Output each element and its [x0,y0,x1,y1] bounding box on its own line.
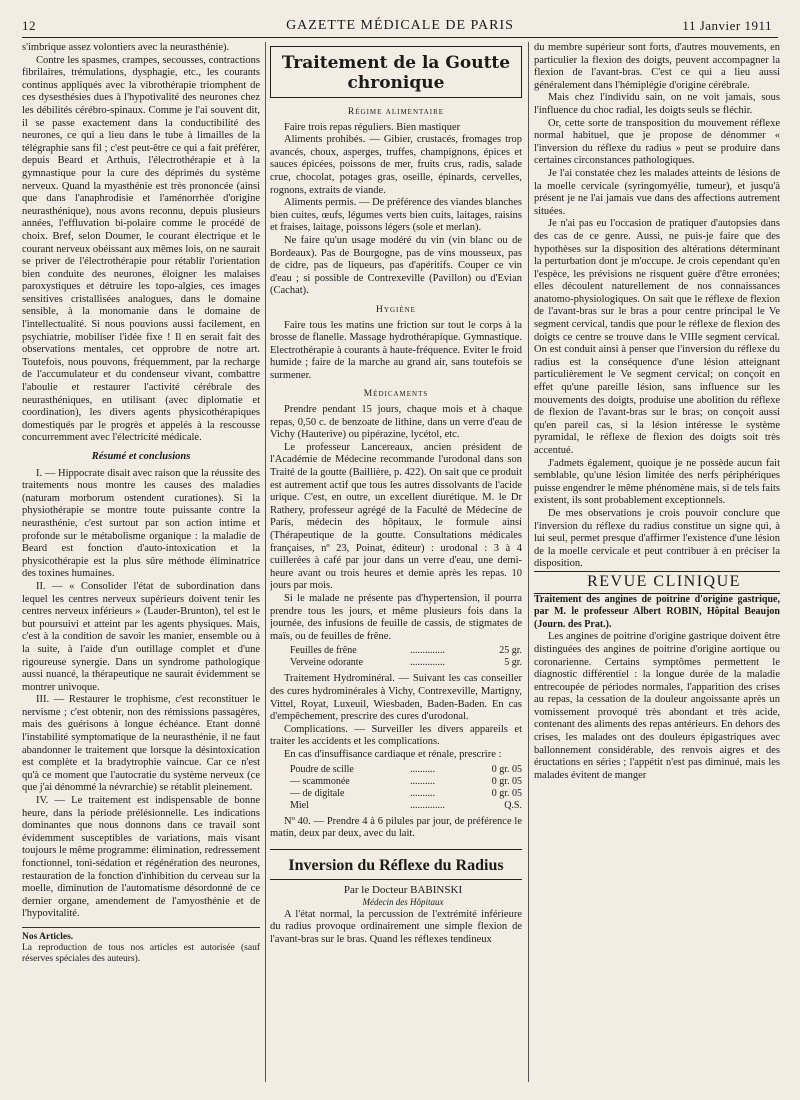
recipe-line: — de digitale .......... 0 gr. 05 [290,787,522,799]
paragraph: Faire tous les matins une friction sur tout le corps à la brosse de flanelle. Massage hydrothérapique. Gymnastique. Electrothérapie à courants à haute-fréquence. Eviter le froid humide ; faire de la marche au grand air, sans toutefois se surmener. [270,319,522,381]
paragraph: Je n'ai pas eu l'occasion de pratiquer d'autopsies dans des cas de ce genre. Aussi, ne puis-je faire que des hypothèses sur la disposition des altérations déterminant la perturbation dont je m'occupe. Je crois cependant qu'en l'espèce, les prévisions ne risquent guère d'être erronées; elles découlent naturellement de nos connaissances anatomo-physiologiques. On sait que le réflexe de flexion de l'avant-bras sur le bras a pour centre principal le Ve segment cervical, tandis que pour le réflexe de flexion des doigts ce centre se trouve dans le VIIIe segment cervical. On est conduit ainsi à penser que l'inversion du réflexe du radius est la conséquence d'une lésion atteignant particulièrement le Ve segment cervical; on conçoit en effet qu'une pareille lésion, sans influence sur les mouvements des doigts, produise une abolition du réflexe de flexion de l'avant-bras sur le bras; on conçoit aussi qu'en pareil cas, si la lésion intéresse le système pyramidal, le réflexe de flexion des doigts soit très accentué. [534,218,780,456]
recipe-line: Miel .............. Q.S. [290,799,522,811]
footer-heading: Nos Articles. [22,931,74,942]
article-title-radius: Inversion du Réflexe du Radius [270,849,522,880]
paragraph: Traitement Hydrominéral. — Suivant les cas conseiller des cures hydrominérales à Vichy, Contrexeville, Martigny, Vittel, Royat, Luxeuil, Wiesbaden, Baden-Baden. En cas d'empêchement, prescrire des cures d'urodonal. [270,673,522,723]
page-number: 12 [22,18,36,33]
conclusion-2: II. — « Consolider l'état de subordination dans lequel les centres nerveux supérieurs doivent tenir les centres nerveux inférieurs » (Lauder-Brunton), tel est le but poursuivi et atteint par les agents physiques. Mais, c'est à la condition de savoir les manier, ensemble ou à la suite, à l'aide d'un outillage complet et d'une rigoureuse synergie. Dans un syndrome pathologique aussi nuancé, la thérapeutique ne saurait évidemment se montrer univoque. [22,580,260,693]
section-title-revue-clinique: REVUE CLINIQUE [534,571,780,594]
paragraph: du membre supérieur sont forts, d'autres mouvements, en particulier la flexion des doigts, peuvent accompagner la flexion de l'avant-bras. C'est ce qui a lieu aussi généralement dans l'hémiplégie d'origine cérébrale. [534,42,780,91]
paragraph: Prendre pendant 15 jours, chaque mois et à chaque repas, 0,50 c. de benzoate de lithine, dans un verre d'eau de Vichy (Hauterive) ou pipérazine, lycétol, etc. [270,404,522,441]
column-3 [534,42,780,1092]
article3-heading: Traitement des angines de poitrine d'origine gastrique, par M. le professeur Albert ROBIN, Hôpital Beaujon (Journ. des Prat.). [534,593,780,630]
paragraph: Ne faire qu'un usage modéré du vin (vin blanc ou de Bordeaux). Pas de Bourgogne, pas de vins mousseux, pas de cidre, pas de liqueurs, pas d'apéritifs. Couper ce vin d'eau ; si possible de Contrexeville (Pavillon) ou d'Evian (Cachat). [270,234,522,297]
journal-title: GAZETTE MÉDICALE DE PARIS [286,18,514,33]
paragraph: Faire trois repas réguliers. Bien mastiquer [284,121,461,133]
conclusion-3: III. — Restaurer le trophisme, c'est reconstituer le nervisme ; c'est obtenir, non des rémissions passagères, mais des guérisons à longue échéance. Etant donné l'instabilité symptomatique de la neurasthénie, il ne faut abandonner le traitement que lorsque la désintoxication est complète et la bradytrophie vaincue. Car ce n'est qu'à ce moment que l'autocratie du système nerveux (ce que j'ai dénommé la névrarchie) se rétablit pleinement. [22,694,260,794]
paragraph: s'imbrique assez volontiers avec la neurasthénie). [22,42,230,53]
paragraph: J'admets également, quoique je ne possède aucun fait semblable, qu'une lésion limitée des nerfs périphériques puisse engendrer le même phénomène mais, si de tels faits existent, ils sont probablement exceptionnels. [534,457,780,507]
paragraph: Aliments permis. — De préférence des viandes blanches bien cuites, œufs, légumes verts bien cuits, laitages, raisins et fraises, laitage, poissons légers (sole et merlan). [270,197,522,234]
paragraph: Mais chez l'individu sain, on ne voit jamais, sous l'influence du choc radial, les doigts seuls se fléchir. [534,92,780,116]
paragraph: Nº 40. — Prendre 4 à 6 pilules par jour, de préférence le matin, deux par deux, avec du lait. [270,815,522,840]
recipe-pills [290,764,522,812]
paragraph: Le professeur Lancereaux, ancien président de l'Académie de Médecine recommande l'urodonal dans son Traité de la goutte (Baillière, p. 422). On sait que ce produit est autrement actif que tous les autres dissolvants de l'acide urique. C'est, en outre, un excellent diurétique. M. le Dr Rathery, professeur agrégé de la Faculté de Médecine de Paris, médecin des hôpitaux, le formule ainsi (Thérapeutique de la goutte. Consultations médicales françaises, nº 23, Poinat, éditeur) : urodonal : 3 à 4 cuillerées à café par jour dans un verre d'eau, une demi-heure avant ou trois heures et demie après les repas. 10 jours par mois. [270,441,522,592]
recipe-infusion [290,645,522,669]
header-rule [22,37,778,38]
paragraph: Complications. — Surveiller les divers appareils et traiter les accidents et les complications. [270,723,522,748]
column-2 [270,42,522,1092]
issue-date: 11 Janvier 1911 [682,18,772,33]
recipe-line: Verveine odorante .............. 5 gr. [290,657,522,669]
article-title-goutte: Traitement de la Goutte chronique [270,46,522,98]
hygiene-heading: Hygiène [376,304,416,315]
footer-text: La reproduction de tous nos articles est autorisée (sauf réserves spéciales des auteurs). [22,942,260,964]
paragraph: De mes observations je crois pouvoir conclure que l'inversion du réflexe du radius constitue un signe qui, à lui seul, permet presque d'affirmer l'existence d'une lésion de la moelle cervicale et peut contribuer à en préciser la disposition. [534,507,780,570]
conclusion-1: I. — Hippocrate disait avec raison que la réussite des traitements nous montre les causes des maladies (naturam morborum ostendent curationes). Si la physiothérapie se montre toute puissante contre la neurasthénie, c'est surtout par son action intime et profonde sur le métabolisme organique : la maladie de Beard est fonction d'auto-intoxication et la physicothérapie est la plus sûre méthode éliminatrice des toxines humaines. [22,467,260,580]
running-header [0,0,800,40]
article-author: Par le Docteur BABINSKI [343,883,463,896]
conclusion-4: IV. — Le traitement est indispensable de bonne heure, dans la période prélésionnelle. Les indications dominantes que nous donnons dans ce travail sont évidemment susceptibles de variations, mais visant toujours le même programme: élimination, redressement fonctionnel, toni-sédation et régénération des neurones, restauration de la fonction d'inhibition du cerveau sur la moelle, diminution de l'automatisme désordonné de ce dernier organe, amendement de l'amyosthénie et de l'hypovitalité. [22,795,260,920]
paragraph: Contre les spasmes, crampes, secousses, contractions fibrilaires, trémulations, dysphagie, etc., les courants continus appliqués avec la vibrothérapie triomphent de ces dysesthésies dues à l'hypotivalité des neurones chez les débilités cérébro-spinaux. Comme je l'ai souvent dit, il se passe exactement dans la conductibilité des neurones, ce qui a lieu dans le tube à limailles de la télégraphie sans fil ; c'est peut-être ce qui a fait préférer, depuis Beard et Arthuis, l'électrothérapie et à la gymnastique pour la cure des déprimés du système nerveux. Quand la myasthénie est très prononcée (ainsi que dans l'anaphrodisie et l'aménorrhée d'origine neurasthénique), nous avons reconnu, depuis plusieurs années, l'effluvation bi-polaire comme le procédé de choix. Bref, selon Doumer, le courant électrique et le courant nerveux obéissant aux mêmes lois, on ne saurait se priver de l'électrothérapie pour rétablir l'orientation bien conduite des neurones, éloigner les malaises paroxystiques et détruire les topo-algies, ces images sensitives cristallisées analogues, dans le domaine sensible, à la monomanie dans le domaine de l'intellectualité. Si nous pouvions aussi facilement, en psychiatrie, mobiliser l'idée fixe ! Il en serait fait des observations mentales, cet opprobre de notre art. Toutefois, nous pouvons, fréquemment, par la recharge de l'accumulateur et du condenseur vivant, combattre l'aboulie et restaurer l'activité cérébrale des neurasthéniques, en utilisant (avec diplomatie et coordination), les divers agents physicothérapiques domestiqués par le progrès et appelés à la rescousse concurremment avec l'électricité médicale. [22,54,260,444]
paragraph: Or, cette sorte de transposition du mouvement réflexe normal habituel, que je propose de dénommer « l'inversion du réflexe du radius » peut se produire dans certaines circonstances pathologiques. [534,117,780,167]
paragraph: A l'état normal, la percussion de l'extrémité inférieure du radius provoque ordinairement une simple flexion de l'avant-bras sur le bras. Quand les réflexes tendineux [270,908,522,946]
paragraph: En cas d'insuffisance cardiaque et rénale, prescrire : [284,748,502,760]
footer-notice [22,927,260,965]
paragraph: Les angines de poitrine d'origine gastrique doivent être distinguées des angines de poitrine d'origine aortique ou coronarienne. Certains symptômes permettent le diagnostic différentiel : la longue durée de la maladie entrecoupée de périodes normales, l'apparition des crises au repas, la cessation de la douleur angoissante après un vomissement provoqué très abondant et très acide, contenant des aliments des repas antérieurs. En dehors des crises, les malades ont des douleurs épigastriques avec ballonnement considérable, des renvois aigres et des éructations en séries ; l'appétit n'est pas diminué, mais les malades évitent de manger [534,631,780,781]
column-1 [22,42,260,1092]
paragraph: Si le malade ne présente pas d'hypertension, il pourra prendre tous les jours, et même plusieurs fois dans la journée, des infusions de feuille de cassis, de stigmates de maïs, ou de feuilles de frêne. [270,592,522,642]
column-divider [528,42,529,1082]
medicaments-heading: Médicaments [363,389,429,400]
column-divider [265,42,266,1082]
summary-heading: Résumé et conclusions [91,451,191,462]
recipe-line: Poudre de scille .......... 0 gr. 05 [290,763,522,775]
recipe-line: — scammonée .......... 0 gr. 05 [290,775,522,787]
paragraph: Je l'ai constatée chez les malades atteints de lésions de la moelle cervicale (syringomyélie, tumeur), et jusqu'à présent je ne l'ai jamais vue dans des affections autrement situées. [534,167,780,217]
recipe-line: Feuilles de frêne .............. 25 gr. [290,645,522,657]
article-affiliation: Médecin des Hôpitaux [362,897,444,908]
paragraph: Aliments prohibés. — Gibier, crustacés, fromages trop avancés, choux, asperges, truffes, champignons, épices et sauces épicées, poissons de mer, fruits crus, radis, salade crue, chocolat, potages gras, oseille, épinards, cervelles, rognons, extraits de viande. [270,134,522,196]
regime-heading: Régime alimentaire [347,107,445,117]
